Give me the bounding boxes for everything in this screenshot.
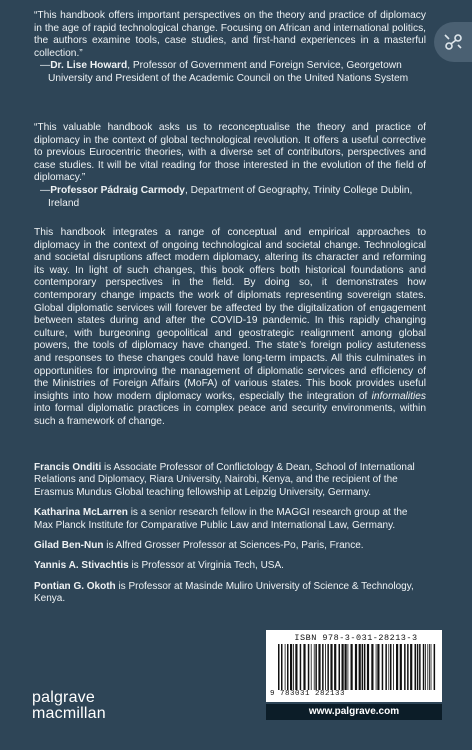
quote-1 <box>34 10 426 86</box>
abstract <box>34 227 426 429</box>
publisher-line-1: palgrave <box>32 689 95 706</box>
author-name: Pontian G. Okoth <box>34 580 116 592</box>
quote-2 <box>34 122 426 210</box>
barcode-bar <box>390 644 392 690</box>
barcode-bar <box>431 644 432 690</box>
author-bio <box>34 560 426 572</box>
barcode-bar <box>300 644 302 690</box>
abstract-text <box>34 227 426 429</box>
author-name: Gilad Ben-Nun <box>34 540 104 552</box>
barcode-bar <box>371 644 373 690</box>
barcode-bar <box>281 644 283 690</box>
author-name: Francis Onditi <box>34 462 102 473</box>
attribution-rest: , Department of Geography, Trinity College Dublin, Ireland <box>48 184 413 209</box>
barcode-bar <box>427 644 428 690</box>
barcode-bar <box>318 644 320 690</box>
quote-text: “This valuable handbook asks us to reconceptualise the theory and practice of diplomacy in the context of global technological revolution. It offers a useful corrective to previous Eurocentric theories, with a diverse set of contributors, perspectives and case studies. It will be vital reading for those interested in the evolution of the field of diplomacy.” <box>34 122 426 184</box>
barcode-bar <box>377 644 379 690</box>
barcode-bar <box>295 644 297 690</box>
barcode-bar <box>362 644 364 690</box>
barcode-bar <box>407 644 409 690</box>
barcode-bar <box>429 644 430 690</box>
springer-badge[interactable] <box>434 22 472 62</box>
barcode-bar <box>382 644 384 690</box>
barcode-bar <box>396 644 398 690</box>
abstract-part-1: This handbook integrates a range of conceptual and empirical approaches to diplomacy in the context of ongoing technological and societal change. Technological and societal disruptions affect modern diplomacy, altering its character and reforming its way. In light of such changes, this book offers both historical foundations and contemporary perspectives in the field. By doing so, it demonstrates how contemporary change impacts the work of diplomats representing sovereign states. Global diplomatic services will forever be affected by the digitalization of engagement between states during and after the COVID-19 pandemic. In this rapidly changing culture, with burgeoning geopolitical and geostrategic realignment among global powers, the tools of diplomacy have changed. The state’s foreign policy astuteness and responses to these changes could have long-term impacts. All this culminates in opportunities for improving the management of diplomatic services and efficiency of the Ministries of Foreign Affairs (MoFA) of various states. This book provides useful insights into how modern diplomacy works, especially the integration of <box>34 227 426 402</box>
barcode-bar <box>334 644 336 690</box>
barcode-bar <box>364 644 366 690</box>
barcode-bar <box>434 644 436 690</box>
author-bio-text: is a senior research fellow in the MAGGI research group at the Max Planck Institute for Comparative Public Law and International Law, Germany. <box>34 507 408 531</box>
barcode-bar <box>404 644 406 690</box>
barcode-bar <box>290 644 292 690</box>
barcode-bar <box>285 644 286 690</box>
barcode-bar <box>339 644 341 690</box>
barcode-bar <box>393 644 394 690</box>
barcode-bar <box>359 644 361 690</box>
barcode-bar <box>342 644 344 690</box>
barcode-bar <box>287 644 289 690</box>
barcode-bar <box>278 644 280 690</box>
barcode-bar <box>400 644 402 690</box>
publisher-line-2: macmillan <box>32 705 106 722</box>
barcode-bar <box>293 644 294 690</box>
quote-attribution: —Dr. Lise Howard, Professor of Government and Foreign Service, Georgetown University and President of the Academic Council on the United Nations System <box>40 60 409 84</box>
barcode-bar <box>315 644 317 690</box>
abstract-part-2: into formal diplomatic practices in complex peace and security environments, within such a framework of change. <box>34 403 426 427</box>
author-bio <box>34 462 426 499</box>
barcode-bar <box>388 644 389 690</box>
author-bio-text: is Professor at Virginia Tech, USA. <box>128 560 284 572</box>
barcode-bar <box>376 644 377 690</box>
isbn-barcode <box>266 630 442 702</box>
quote-text: “This handbook offers important perspectives on the theory and practice of diplomacy in the age of rapid technological change. Focusing on African and international politics, the authors examine tools, case studies, and first-hand experiences in a masterful collection.” <box>34 10 426 59</box>
barcode-bar <box>425 644 426 690</box>
barcode-bar <box>351 644 353 690</box>
barcode-bar <box>314 644 315 690</box>
author-bios <box>34 462 426 614</box>
attribution-name: Dr. Lise Howard <box>50 60 128 72</box>
barcode-bar <box>311 644 312 690</box>
barcode-bar <box>308 644 310 690</box>
barcode-bar <box>385 644 387 690</box>
author-bio-text: is Associate Professor of Conflictology & Dean, School of International Relations and Diplomacy, Riara University, Nairobi, Kenya, and the recipient of the Erasmus Mundus Global teaching fellowship at Leipzig University, Germany. <box>34 462 415 498</box>
author-name: Katharina McLarren <box>34 507 128 519</box>
springer-link-icon <box>442 31 464 53</box>
author-bio-text: is Professor at Masinde Muliro University of Science & Technology, Kenya. <box>34 580 414 605</box>
author-name: Yannis A. Stivachtis <box>34 560 129 572</box>
barcode-bar <box>355 644 357 690</box>
barcode-bar <box>423 644 425 690</box>
author-bio <box>34 581 426 606</box>
barcode-bar <box>415 644 417 690</box>
author-bio <box>34 507 426 532</box>
quote-attribution: —Professor Pádraig Carmody, Department of Geography, Trinity College Dublin, Ireland <box>40 184 413 209</box>
barcode-bar <box>417 644 419 690</box>
barcode-bar <box>330 644 332 690</box>
barcode-bar <box>348 644 349 690</box>
publisher-logo <box>32 690 106 722</box>
barcode-digits: 9 783031 282133 <box>270 690 346 698</box>
author-bio <box>34 540 426 552</box>
publisher-url[interactable]: www.palgrave.com <box>266 704 442 720</box>
barcode-bar <box>345 644 347 690</box>
isbn-label: ISBN 978-3-031-28213-3 <box>294 633 418 643</box>
barcode-bars <box>276 644 438 690</box>
barcode-bar <box>322 644 324 690</box>
barcode-bar <box>367 644 369 690</box>
abstract-italic: informalities <box>371 390 426 402</box>
barcode-bar <box>327 644 329 690</box>
attribution-rest: , Professor of Government and Foreign Service, Georgetown University and President of the Academic Council on the United Nations System <box>48 60 409 84</box>
attribution-name: Professor Pádraig Carmody <box>50 184 185 196</box>
barcode-bar <box>303 644 305 690</box>
barcode-bar <box>419 644 421 690</box>
barcode-bar <box>325 644 326 690</box>
barcode-bar <box>410 644 412 690</box>
author-bio-text: is Alfred Grosser Professor at Sciences-Po, Paris, France. <box>103 540 364 552</box>
